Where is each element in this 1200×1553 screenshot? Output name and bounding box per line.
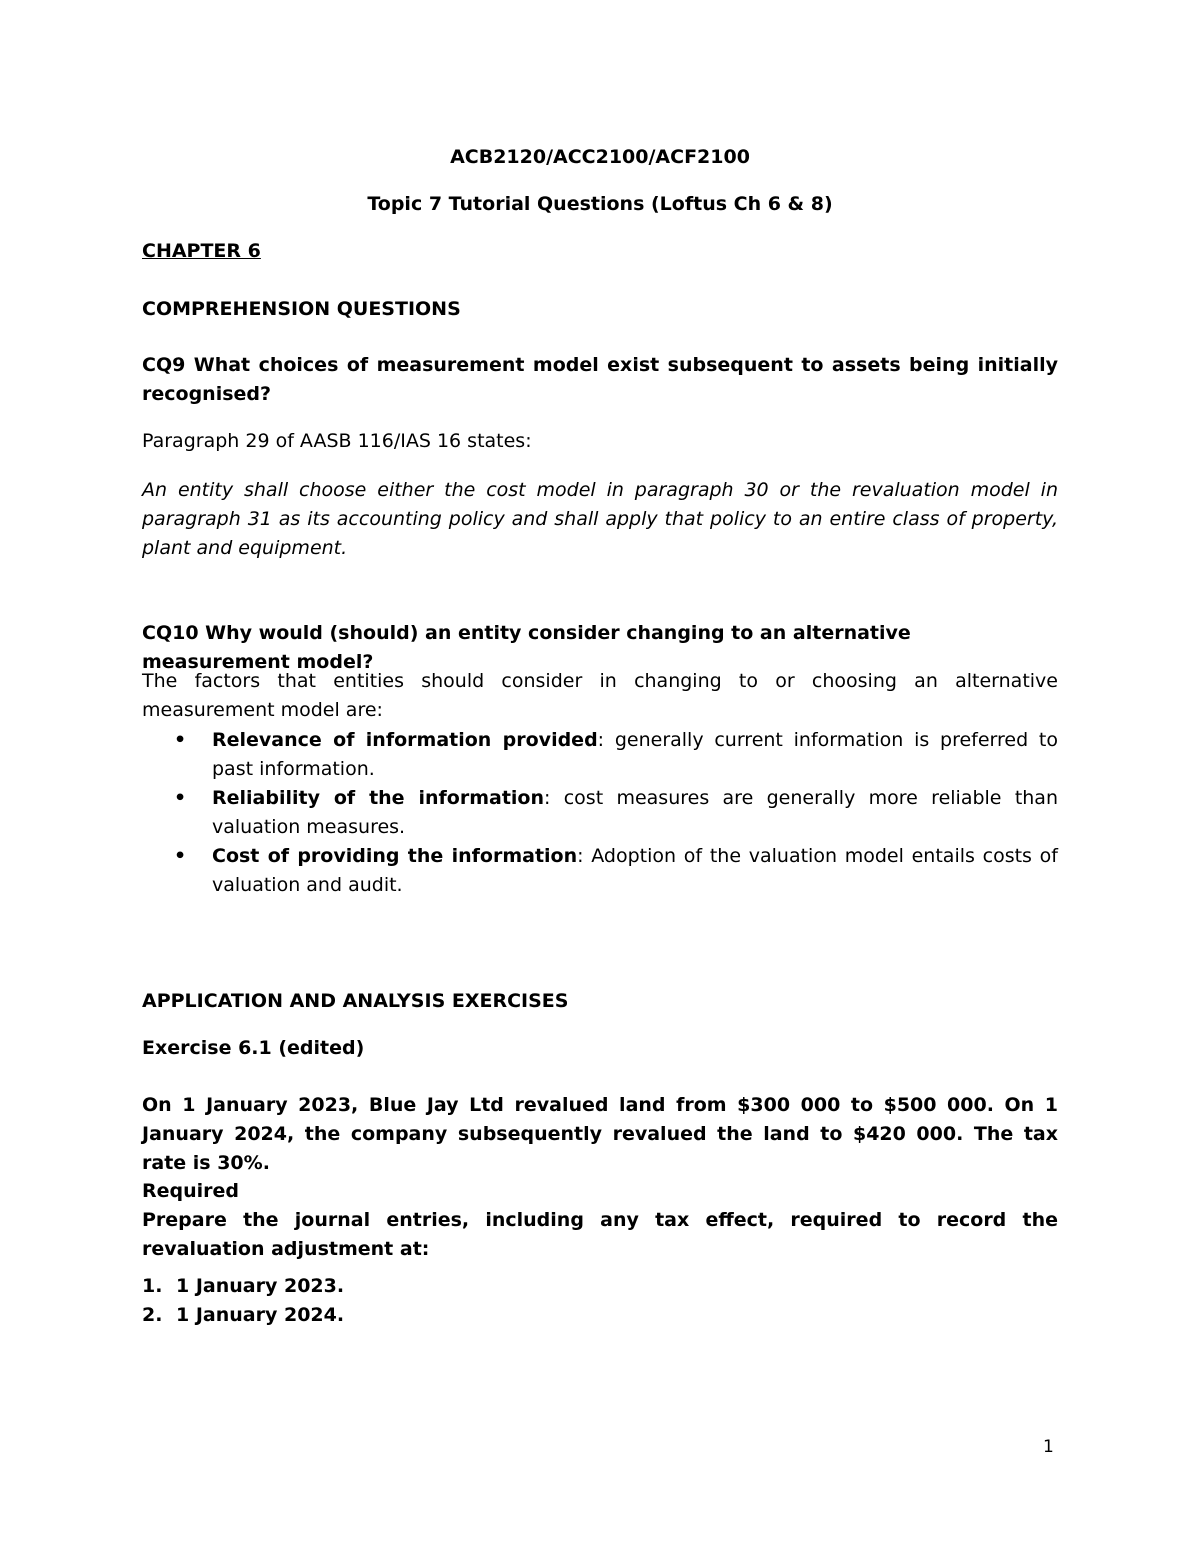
application-heading: APPLICATION AND ANALYSIS EXERCISES: [142, 990, 569, 1012]
exercise-title: Exercise 6.1 (edited): [142, 1037, 365, 1059]
factor-text: : generally current information is preferred to past information.: [212, 729, 1058, 780]
cq10-intro: The factors that entities should consider in changing to or choosing an alternative measurement model are:: [142, 670, 1058, 721]
list-item: [142, 1301, 1058, 1330]
item-number: 2.: [142, 1304, 163, 1326]
course-codes: ACB2120/ACC2100/ACF2100: [450, 146, 750, 168]
required-list: [142, 1272, 1058, 1330]
factor-text: : Adoption of the valuation model entails costs of valuation and audit.: [212, 845, 1058, 896]
required-text: Prepare the journal entries, including any tax effect, required to record the revaluation adjustment at:: [142, 1209, 1058, 1260]
bullet-icon: •: [174, 787, 187, 809]
cq9-question: CQ9 What choices of measurement model exist subsequent to assets being initially recognised?: [142, 354, 1058, 405]
list-item: [142, 726, 1058, 784]
bullet-icon: •: [174, 729, 187, 751]
item-text: 1 January 2024.: [176, 1304, 345, 1326]
factor-text: : cost measures are generally more reliable than valuation measures.: [212, 787, 1058, 838]
list-item: [142, 784, 1058, 842]
cq10-question: CQ10 Why would (should) an entity consider changing to an alternative measurement model?: [142, 622, 911, 673]
cq9-intro: Paragraph 29 of AASB 116/IAS 16 states:: [142, 430, 532, 452]
list-item: [142, 1272, 1058, 1301]
item-number: 1.: [142, 1275, 163, 1297]
page-number: 1: [1043, 1437, 1054, 1457]
chapter-heading: CHAPTER 6: [142, 240, 261, 262]
factor-term: Cost of providing the information: [212, 845, 578, 867]
list-item: [142, 842, 1058, 900]
factor-term: Reliability of the information: [212, 787, 544, 809]
exercise-text: On 1 January 2023, Blue Jay Ltd revalued land from $300 000 to $500 000. On 1 January 2024, the company subsequently revalued the land to $420 000. The tax rate is 30%.: [142, 1094, 1058, 1174]
bullet-icon: •: [174, 845, 187, 867]
factor-term: Relevance of information provided: [212, 729, 598, 751]
comprehension-heading: COMPREHENSION QUESTIONS: [142, 298, 461, 320]
required-label: Required: [142, 1180, 240, 1202]
factors-list: [142, 726, 1058, 900]
item-text: 1 January 2023.: [176, 1275, 345, 1297]
cq9-quote: An entity shall choose either the cost model in paragraph 30 or the revaluation model in paragraph 31 as its accounting policy and shall apply that policy to an entire class of property, plant and equipment.: [142, 479, 1058, 559]
topic-title: Topic 7 Tutorial Questions (Loftus Ch 6 & 8): [367, 193, 833, 215]
